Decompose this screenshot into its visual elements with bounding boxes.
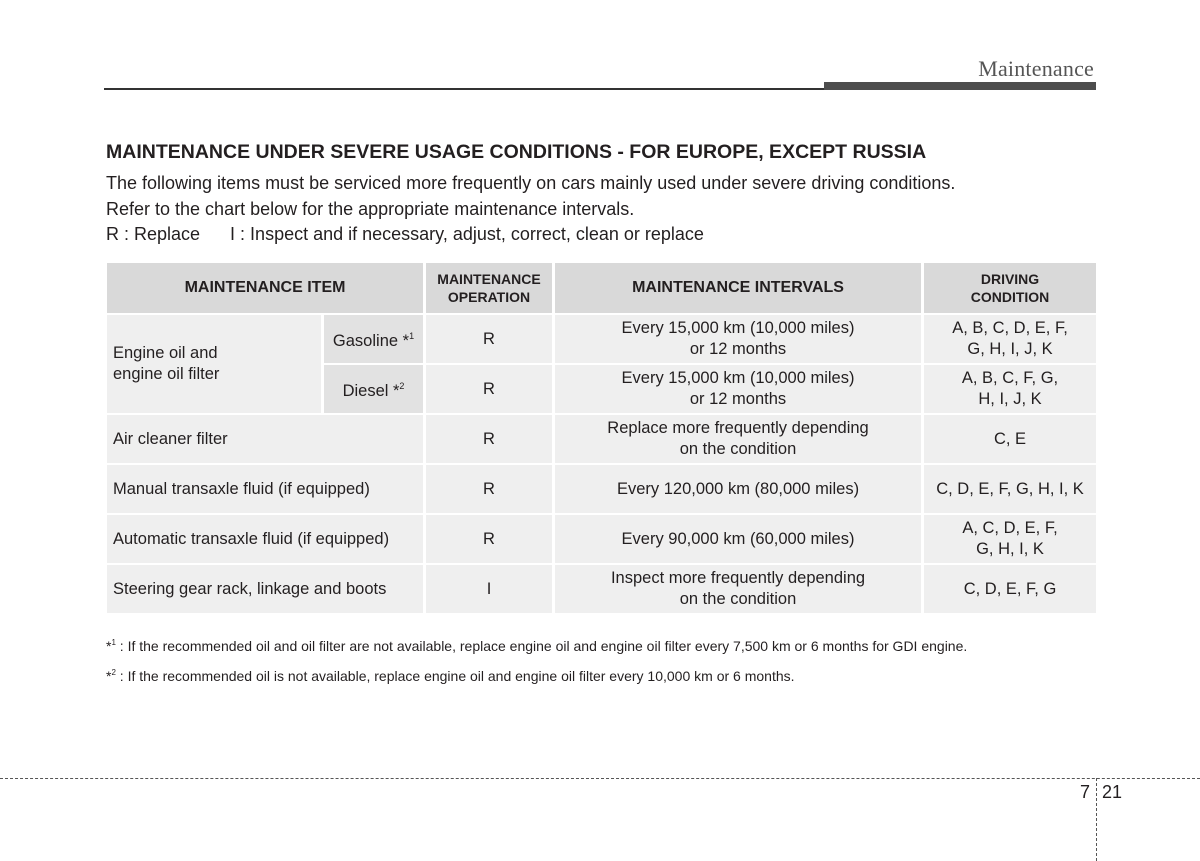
operation-air-cleaner: R (426, 415, 552, 463)
footnote-1-number: 1 (111, 638, 116, 647)
footnote-2-text: : If the recommended oil is not available, replace engine oil and engine oil filter every 10,000 km or 6 months. (115, 668, 795, 684)
interval-gasoline-line-1: Every 15,000 km (10,000 miles) (621, 319, 855, 337)
footnote-2-asterisk: * (106, 668, 112, 684)
interval-air-cleaner (555, 415, 921, 463)
footnotes (106, 634, 967, 694)
item-manual-transaxle: Manual transaxle fluid (if equipped) (107, 465, 423, 513)
table-row (107, 565, 1096, 613)
interval-gasoline-line-2: or 12 months (689, 340, 787, 358)
item-engine-oil-line-2: engine oil filter (113, 365, 220, 383)
operation-automatic-transaxle: R (426, 515, 552, 563)
condition-gasoline (924, 315, 1096, 363)
header-condition-line-1: DRIVING (980, 271, 1040, 287)
footnote-2-number: 2 (111, 668, 116, 677)
interval-automatic-transaxle: Every 90,000 km (60,000 miles) (555, 515, 921, 563)
operation-gasoline: R (426, 315, 552, 363)
table-row (107, 415, 1096, 463)
item-engine-oil-line-1: Engine oil and (113, 344, 218, 362)
operation-steering: I (426, 565, 552, 613)
footnote-2 (106, 664, 967, 685)
footnote-2-mark (106, 668, 116, 684)
footnote-1 (106, 634, 967, 655)
fuel-gasoline (324, 315, 423, 363)
table-row (107, 465, 1096, 513)
footnote-1-text: : If the recommended oil and oil filter are not available, replace engine oil and engine oil filter every 7,500 km or 6 months for GDI engine. (115, 638, 968, 654)
condition-gasoline-line-1: A, B, C, D, E, F, (952, 319, 1068, 337)
footnote-ref-1: 1 (409, 331, 415, 341)
running-header: Maintenance (978, 56, 1094, 81)
condition-diesel (924, 365, 1096, 413)
interval-manual-transaxle: Every 120,000 km (80,000 miles) (555, 465, 921, 513)
header-maintenance-item: MAINTENANCE ITEM (107, 263, 423, 313)
legend-replace: R : Replace (106, 224, 201, 244)
header-rule (104, 88, 828, 90)
item-air-cleaner: Air cleaner filter (107, 415, 423, 463)
condition-gasoline-line-2: G, H, I, J, K (967, 340, 1053, 358)
condition-automatic-line-2: G, H, I, K (976, 540, 1044, 558)
interval-steering (555, 565, 921, 613)
interval-diesel-line-1: Every 15,000 km (10,000 miles) (621, 369, 855, 387)
interval-steering-line-1: Inspect more frequently depending (610, 569, 866, 587)
condition-automatic-transaxle (924, 515, 1096, 563)
chapter-number: 7 (1080, 782, 1091, 802)
footer-rule (0, 778, 1200, 779)
interval-diesel-line-2: or 12 months (689, 390, 787, 408)
condition-diesel-line-1: A, B, C, F, G, (961, 369, 1059, 387)
header-rule-accent (824, 82, 1096, 90)
item-engine-oil (107, 315, 321, 413)
interval-air-cleaner-line-2: on the condition (679, 440, 797, 458)
header-operation-line-1: MAINTENANCE (437, 271, 541, 287)
condition-diesel-line-2: H, I, J, K (978, 390, 1042, 408)
header-maintenance-operation (426, 263, 552, 313)
footer-divider (1096, 778, 1097, 861)
header-condition-line-2: CONDITION (970, 289, 1050, 305)
table-row (107, 315, 1096, 363)
operation-manual-transaxle: R (426, 465, 552, 513)
interval-steering-line-2: on the condition (679, 590, 797, 608)
intro-line-2: Refer to the chart below for the appropriate maintenance intervals. (106, 198, 635, 219)
footnote-1-asterisk: * (106, 638, 112, 654)
operation-diesel: R (426, 365, 552, 413)
section-title: MAINTENANCE UNDER SEVERE USAGE CONDITIONS - FOR EUROPE, EXCEPT RUSSIA (106, 141, 927, 163)
page-number: 21 (1102, 782, 1123, 802)
footnote-1-mark (106, 638, 116, 654)
interval-gasoline (555, 315, 921, 363)
intro-line-1: The following items must be serviced more frequently on cars mainly used under severe driving conditions. (106, 173, 956, 193)
footnote-ref-2: 2 (399, 381, 405, 391)
intro-text (106, 171, 955, 248)
header-driving-condition (924, 263, 1096, 313)
table-header-row (107, 263, 1096, 313)
interval-air-cleaner-line-1: Replace more frequently depending (607, 419, 869, 437)
fuel-diesel (324, 365, 423, 413)
header-operation-line-2: OPERATION (447, 289, 531, 305)
item-steering: Steering gear rack, linkage and boots (107, 565, 423, 613)
maintenance-table (104, 261, 1099, 615)
fuel-diesel-label: Diesel * (342, 382, 400, 400)
condition-steering: C, D, E, F, G (924, 565, 1096, 613)
header-maintenance-intervals: MAINTENANCE INTERVALS (555, 263, 921, 313)
legend-inspect: I : Inspect and if necessary, adjust, correct, clean or replace (230, 224, 704, 244)
legend (106, 222, 955, 248)
condition-automatic-line-1: A, C, D, E, F, (962, 519, 1058, 537)
condition-air-cleaner: C, E (924, 415, 1096, 463)
table-row (107, 515, 1096, 563)
fuel-gasoline-label: Gasoline * (332, 332, 410, 350)
item-automatic-transaxle: Automatic transaxle fluid (if equipped) (107, 515, 423, 563)
condition-manual-transaxle: C, D, E, F, G, H, I, K (924, 465, 1096, 513)
interval-diesel (555, 365, 921, 413)
